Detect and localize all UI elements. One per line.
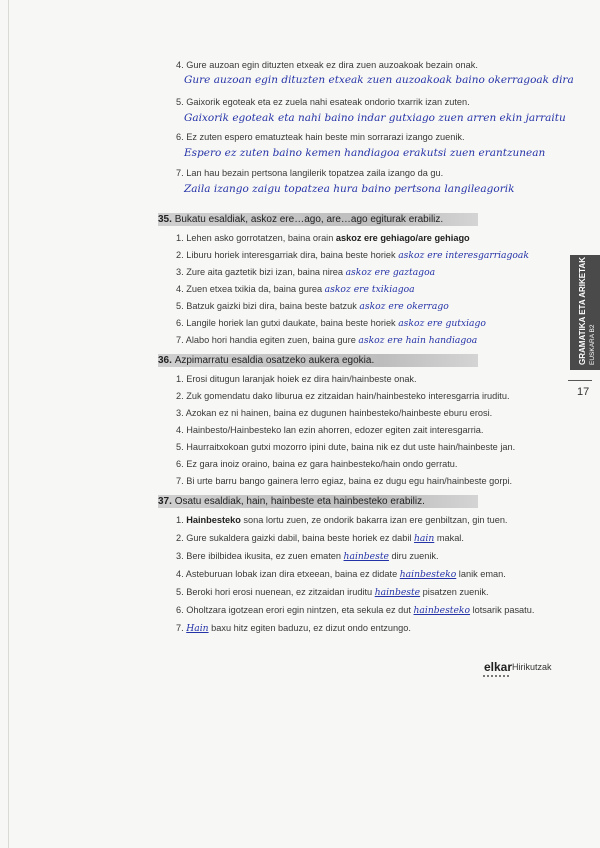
top-item-5-answer: Gaixorik egoteak eta nahi baino indar gutxiago zuen arren ekin jarraitu — [184, 112, 566, 124]
logo-dots — [483, 675, 509, 679]
section-37-item-5: 5. Beroki hori erosi nuenean, ez zitzaidan iruditu hainbeste pisatzen zuenik. — [176, 587, 489, 598]
side-tab-title: GRAMATIKA ETA ARIKETAK — [578, 257, 587, 365]
section-35-item-5: 5. Batzuk gaizki bizi dira, baina beste batzuk askoz ere okerrago — [176, 301, 449, 312]
section-36-title: 36. Azpimarratu esaldia osatzeko aukera egokia. — [158, 355, 375, 366]
section-35-item-2: 2. Liburu horiek interesgarriak dira, baina beste horiek askoz ere interesgarriagoak — [176, 250, 529, 261]
section-37-item-3: 3. Bere ibilbidea ikusita, ez zuen ematen hainbeste diru zuenik. — [176, 551, 439, 562]
section-35-item-7: 7. Alabo hori handia egiten zuen, baina gure askoz ere hain handiagoa — [176, 335, 478, 346]
section-36-item-2: 2. Zuk gomendatu dako liburua ez zitzaidan hain/hainbesteko interesgarria iruditu. — [176, 391, 510, 401]
section-35-title: 35. Bukatu esaldiak, askoz ere…ago, are…ago egiturak erabiliz. — [158, 214, 444, 225]
section-35-item-1: 1. Lehen asko gorrotatzen, baina orain askoz ere gehiago/are gehiago — [176, 233, 470, 243]
page-edge — [8, 0, 9, 848]
section-35-item-3: 3. Zure aita gaztetik bizi izan, baina nirea askoz ere gaztagoa — [176, 267, 436, 278]
section-37-title: 37. Osatu esaldiak, hain, hainbeste eta hainbesteko erabiliz. — [158, 496, 425, 507]
section-37-item-6: 6. Oholtzara igotzean erori egin nintzen, eta sekula ez dut hainbesteko lotsarik pasatu. — [176, 605, 535, 616]
section-37-item-1: 1. Hainbesteko sona lortu zuen, ze ondorik bakarra izan ere genbiltzan, gin tuen. — [176, 515, 508, 525]
section-36-item-7: 7. Bi urte barru bango gainera lerro egiaz, baina ez dugu egu hain/hainbeste gorpi. — [176, 476, 513, 486]
section-36-item-6: 6. Ez gara inoiz oraino, baina ez gara hainbesteko/hain ondo gerratu. — [176, 459, 458, 469]
section-36-item-4: 4. Hainbesto/Hainbesteko lan ezin ahorren, edozer egiten zait interesgarria. — [176, 425, 484, 435]
publisher-logo: elkar — [484, 660, 513, 674]
top-item-6: 6. Ez zuten espero ematuzteak hain beste min sorrarazi izango zuenik. — [176, 132, 465, 142]
top-item-7-answer: Zaila izango zaigu topatzea hura baino pertsona langileagorik — [184, 183, 515, 195]
section-37-item-4: 4. Asteburuan lobak izan dira etxeean, baina ez didate hainbesteko lanik eman. — [176, 569, 506, 580]
section-36-item-1: 1. Erosi ditugun laranjak hoiek ez dira hain/hainbeste onak. — [176, 374, 417, 384]
top-item-4-answer: Gure auzoan egin dituzten etxeak zuen auzoakoak baino okerragoak dira — [184, 74, 574, 86]
page-number: 17 — [577, 386, 590, 398]
section-37-item-7: 7. Hain baxu hitz egiten baduzu, ez dizut ondo entzungo. — [176, 623, 411, 634]
top-item-7: 7. Lan hau bezain pertsona langilerik topatzea zaila izango da gu. — [176, 168, 444, 178]
section-36-item-3: 3. Azokan ez ni hainen, baina ez dugunen hainbesteko/hainbeste eburu erosi. — [176, 408, 493, 418]
side-tab-level: EUSKARA B2 — [589, 324, 596, 365]
section-35-item-4: 4. Zuen etxea txikia da, baina gurea askoz ere txikiagoa — [176, 284, 415, 295]
top-item-4: 4. Gure auzoan egin dituzten etxeak ez dira zuen auzoakoak bezain onak. — [176, 60, 478, 70]
section-35-item-6: 6. Langile horiek lan gutxi daukate, baina beste horiek askoz ere gutxiago — [176, 318, 486, 329]
footer-publisher-text: Hirikutzak — [512, 662, 552, 672]
section-37-item-2: 2. Gure sukaldera gaizki dabil, baina beste horiek ez dabil hain makal. — [176, 533, 464, 544]
page-number-rule — [568, 380, 592, 381]
top-item-5: 5. Gaixorik egoteak eta ez zuela nahi esateak ondorio txarrik izan zuten. — [176, 97, 470, 107]
section-36-item-5: 5. Haurraitxokoan gutxi mozorro ipini dute, baina nik ez dut uste hain/hainbeste jan. — [176, 442, 516, 452]
top-item-6-answer: Espero ez zuten baino kemen handiagoa erakutsi zuen erantzunean — [184, 147, 546, 159]
